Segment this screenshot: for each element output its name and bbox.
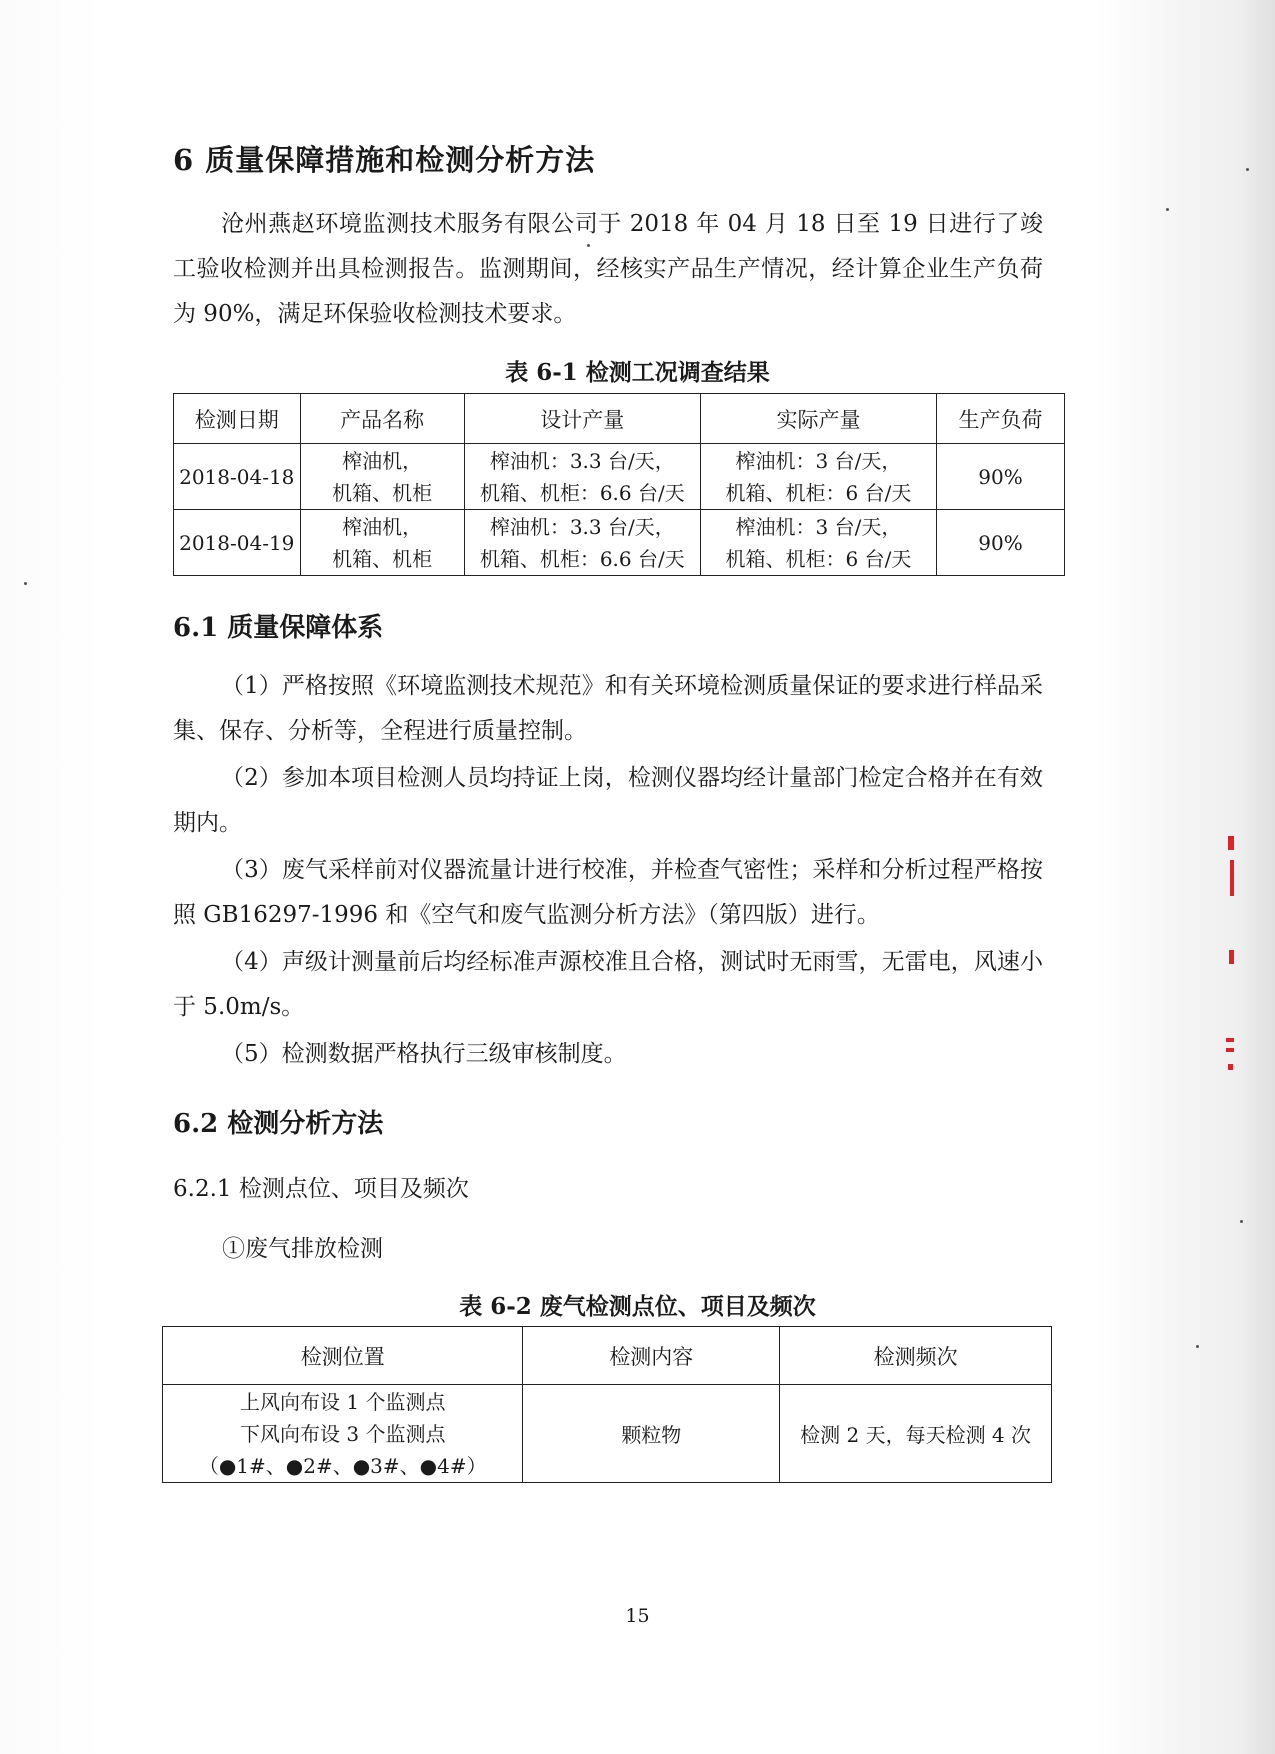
stamp-fragment	[1230, 860, 1234, 896]
stamp-fragment	[1229, 950, 1234, 964]
header-frequency: 检测频次	[780, 1327, 1052, 1385]
qa-item-3: （3）废气采样前对仪器流量计进行校准，并检查气密性；采样和分析过程严格按照 GB16297-1996 和《空气和废气监测分析方法》（第四版）进行。	[173, 857, 1043, 928]
header-actual-output: 实际产量	[700, 394, 936, 444]
cell-line: 机箱、机柜	[332, 480, 433, 505]
qa-item-4: （4）声级计测量前后均经标准声源校准且合格，测试时无雨雪，无雷电，风速小于 5.0m/s。	[173, 949, 1043, 1020]
header-date: 检测日期	[174, 394, 301, 444]
table-6-2	[162, 1326, 1052, 1483]
scan-speck	[1246, 168, 1249, 171]
cell-product	[300, 444, 464, 510]
header-product: 产品名称	[300, 394, 464, 444]
cell-load: 90%	[937, 510, 1065, 576]
cell-line: 榨油机：3.3 台/天，	[489, 514, 675, 539]
scan-speck	[24, 582, 27, 585]
exhaust-item-heading: ①废气排放检测	[222, 1236, 383, 1262]
cell-line: 机箱、机柜	[332, 546, 433, 571]
qa-item-1: （1）严格按照《环境监测技术规范》和有关环境检测质量保证的要求进行样品采集、保存、分析等，全程进行质量控制。	[173, 673, 1043, 744]
cell-line: 榨油机，	[342, 448, 423, 473]
cell-location	[163, 1385, 523, 1483]
header-content: 检测内容	[523, 1327, 780, 1385]
table-6-2-caption: 表 6-2 废气检测点位、项目及频次	[459, 1293, 816, 1320]
cell-load: 90%	[937, 444, 1065, 510]
section-6-2-1-heading: 6.2.1 检测点位、项目及频次	[173, 1176, 469, 1202]
scan-speck	[1196, 1345, 1199, 1348]
intro-paragraph: 沧州燕赵环境监测技术服务有限公司于 2018 年 04 月 18 日至 19 日进行了竣工验收检测并出具检测报告。监测期间，经核实产品生产情况，经计算企业生产负荷为 90%，满足环保验收检测技术要求。	[173, 211, 1043, 327]
section-6-2-heading: 6.2 检测分析方法	[173, 1109, 384, 1139]
cell-frequency: 检测 2 天，每天检测 4 次	[780, 1385, 1052, 1483]
cell-line: 下风向布设 3 个监测点	[240, 1421, 446, 1446]
cell-design-output	[464, 510, 700, 576]
table-6-1	[173, 393, 1065, 576]
stamp-fragment	[1226, 1038, 1234, 1042]
cell-line: 榨油机：3.3 台/天，	[489, 448, 675, 473]
page-number: 15	[625, 1605, 650, 1627]
cell-date: 2018-04-18	[174, 444, 301, 510]
cell-line: 机箱、机柜：6 台/天	[725, 546, 912, 571]
cell-line: 机箱、机柜：6.6 台/天	[479, 546, 685, 571]
cell-line: 榨油机：3 台/天，	[735, 514, 902, 539]
cell-line: 上风向布设 1 个监测点	[240, 1389, 446, 1414]
header-design-output: 设计产量	[464, 394, 700, 444]
cell-design-output	[464, 444, 700, 510]
cell-product	[300, 510, 464, 576]
header-location: 检测位置	[163, 1327, 523, 1385]
cell-actual-output	[700, 444, 936, 510]
cell-line: 榨油机，	[342, 514, 423, 539]
qa-item-2: （2）参加本项目检测人员均持证上岗，检测仪器均经计量部门检定合格并在有效期内。	[173, 765, 1043, 836]
stamp-fragment	[1228, 836, 1234, 850]
scan-speck	[1240, 1220, 1243, 1223]
stamp-fragment	[1228, 1064, 1233, 1070]
header-load: 生产负荷	[937, 394, 1065, 444]
table-row	[163, 1385, 1052, 1483]
cell-line: 榨油机：3 台/天，	[735, 448, 902, 473]
table-row	[174, 444, 1065, 510]
cell-line: 机箱、机柜：6.6 台/天	[479, 480, 685, 505]
cell-content: 颗粒物	[523, 1385, 780, 1483]
section-6-1-heading: 6.1 质量保障体系	[173, 613, 384, 643]
table-row	[174, 510, 1065, 576]
scan-speck	[587, 244, 590, 247]
scan-shadow-edge	[1235, 0, 1275, 1754]
stamp-fragment	[1226, 1048, 1234, 1052]
section-6-heading: 6 质量保障措施和检测分析方法	[173, 143, 596, 177]
cell-actual-output	[700, 510, 936, 576]
cell-line: （●1#、●2#、●3#、●4#）	[198, 1453, 487, 1478]
cell-line: 机箱、机柜：6 台/天	[725, 480, 912, 505]
table-6-1-caption: 表 6-1 检测工况调查结果	[505, 359, 770, 386]
qa-item-5: （5）检测数据严格执行三级审核制度。	[221, 1041, 627, 1067]
table-header-row	[163, 1327, 1052, 1385]
table-header-row	[174, 394, 1065, 444]
scan-speck	[1166, 208, 1169, 211]
cell-date: 2018-04-19	[174, 510, 301, 576]
